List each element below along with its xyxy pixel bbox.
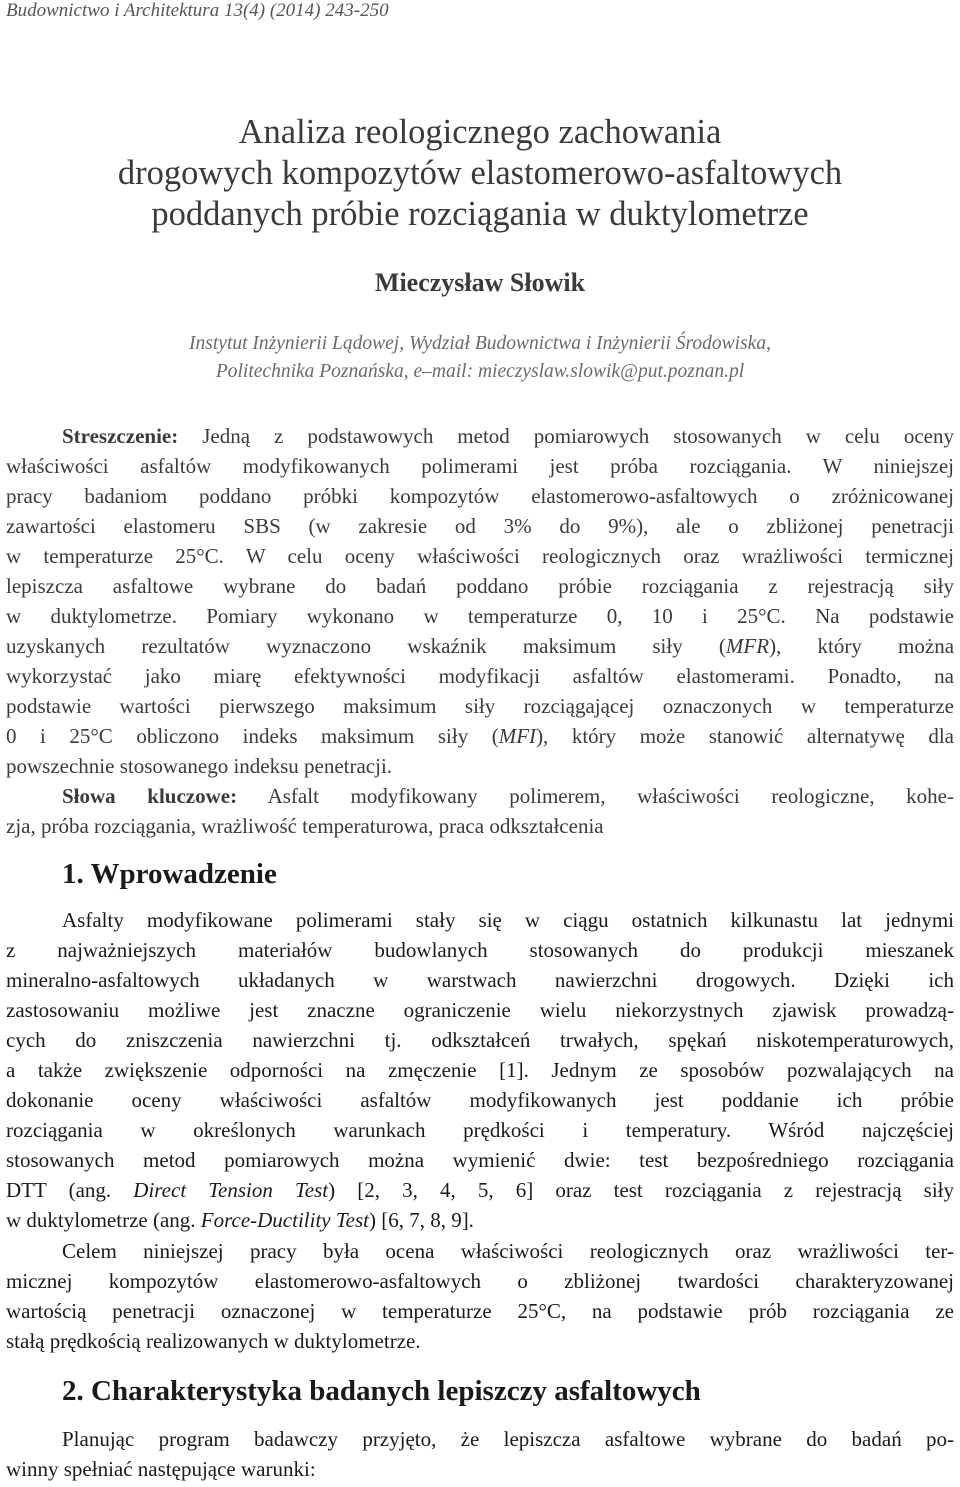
text-line: stosowanych metod pomiarowych można wymienić dwie: test bezpośredniego rozciągania (6, 1148, 954, 1172)
text-line: stałą prędkością realizowanych w duktylometrze. (6, 1329, 421, 1353)
section-heading: 1. Wprowadzenie (62, 858, 277, 890)
abstract-line: lepiszcza asfaltowe wybrane do badań poddano próbie rozciągania z rejestracją siły (6, 574, 954, 598)
abstract-line: w duktylometrze. Pomiary wykonano w temperaturze 0, 10 i 25°C. Na podstawie (6, 604, 954, 628)
text-line: wartością penetracji oznaczonej w temperaturze 25°C, na podstawie prób rozciągania ze (6, 1299, 954, 1323)
abstract-term: MFR (725, 634, 770, 658)
title-line: drogowych kompozytów elastomerowo-asfaltowych (117, 154, 843, 192)
keywords-line: zja, próba rozciągania, wrażliwość temperaturowa, praca odkształcenia (6, 814, 604, 838)
paragraph (6, 905, 954, 1235)
abstract-line: właściwości asfaltów modyfikowanych polimerami jest próba rozciągania. W niniejszej (6, 454, 954, 478)
abstract-line: zawartości elastomeru SBS (w zakresie od 3% do 9%), ale o zbliżonej penetracji (6, 514, 954, 538)
abstract-line: podstawie wartości pierwszego maksimum siły rozciągającej oznaczonych w temperaturze (6, 694, 954, 718)
abstract-term: MFI (498, 724, 537, 748)
abstract-line (6, 721, 954, 751)
paragraph (6, 1236, 954, 1356)
text-run: ) [6, 7, 8, 9]. (368, 1208, 474, 1232)
abstract (6, 421, 954, 841)
text-line: cych do zniszczenia nawierzchni tj. odkształceń trwałych, spękań niskotemperaturowych, (6, 1028, 954, 1052)
journal-reference: Budownictwo i Architektura 13(4) (2014) 243-250 (6, 0, 389, 21)
paragraph (6, 1424, 954, 1484)
text-line: Asfalty modyfikowane polimerami stały się w ciągu ostatnich kilkunastu lat jednymi (62, 908, 954, 932)
abstract-line: wykorzystać jako miarę efektywności modyfikacji asfaltów elastomerami. Ponadto, na (6, 664, 954, 688)
abstract-text: 0 i 25°C obliczono indeks maksimum siły ( (6, 724, 499, 748)
keywords-label: Słowa kluczowe: (62, 784, 238, 808)
text-run: ) [2, 3, 4, 5, 6] oraz test rozciągania z rejestracją siły (328, 1178, 954, 1202)
abstract-line: powszechnie stosowanego indeksu penetracji. (6, 754, 393, 778)
abstract-line (6, 631, 954, 661)
affiliation-line: Politechnika Poznańska, e–mail: mieczyslaw.slowik@put.poznan.pl (215, 361, 745, 382)
term-italic: Force-Ductility Test (200, 1208, 369, 1232)
affiliation-line: Instytut Inżynierii Lądowej, Wydział Budownictwa i Inżynierii Środowiska, (189, 333, 771, 354)
text-line: zastosowaniu możliwe jest znaczne ograniczenie wielu niekorzystnych zjawisk prowadzą- (6, 998, 954, 1022)
text-line (6, 1175, 954, 1205)
text-line: Celem niniejszej pracy była ocena właściwości reologicznych oraz wrażliwości ter- (62, 1239, 954, 1263)
keywords-line (6, 781, 954, 811)
abstract-line: pracy badaniom poddano próbki kompozytów elastomerowo-asfaltowych o zróżnicowanej (6, 484, 954, 508)
title-line: poddanych próbie rozciągania w duktylometrze (151, 195, 809, 233)
text-run: w duktylometrze (ang. (6, 1208, 201, 1232)
text-line: a także zwiększenie odporności na zmęczenie [1]. Jednym ze sposobów pozwalających na (6, 1058, 954, 1082)
text-line: mineralno-asfaltowych układanych w warstwach nawierzchni drogowych. Dzięki ich (6, 968, 954, 992)
text-line: rozciągania w określonych warunkach prędkości i temperatury. Wśród najczęściej (6, 1118, 954, 1142)
text-line: winny spełniać następujące warunki: (6, 1457, 316, 1481)
abstract-text: uzyskanych rezultatów wyznaczono wskaźnik maksimum siły ( (6, 634, 726, 658)
term-italic: Direct Tension Test (133, 1178, 329, 1202)
text-line: dokonanie oceny właściwości asfaltów modyfikowanych jest poddanie ich próbie (6, 1088, 954, 1112)
text-line (6, 1205, 954, 1235)
text-line: Planując program badawczy przyjęto, że lepiszcza asfaltowe wybrane do badań po- (62, 1427, 954, 1451)
author-name: Mieczysław Słowik (374, 268, 586, 297)
text-run: DTT (ang. (6, 1178, 134, 1202)
abstract-text: Jedną z podstawowych metod pomiarowych stosowanych w celu oceny (202, 424, 955, 448)
text-line: z najważniejszych materiałów budowlanych stosowanych do produkcji mieszanek (6, 938, 954, 962)
abstract-line: w temperaturze 25°C. W celu oceny właściwości reologicznych oraz wrażliwości termicznej (6, 544, 954, 568)
abstract-text: ), który może stanowić alternatywę dla (536, 724, 954, 748)
paper-title (0, 112, 960, 235)
abstract-line (6, 421, 954, 451)
abstract-text: ), który można (769, 634, 955, 658)
affiliation (0, 330, 960, 386)
abstract-label: Streszczenie: (62, 424, 179, 448)
keywords-text: Asfalt modyfikowany polimerem, właściwości reologiczne, kohe- (267, 784, 955, 808)
title-line: Analiza reologicznego zachowania (238, 113, 722, 151)
text-line: micznej kompozytów elastomerowo-asfaltowych o zbliżonej twardości charakteryzowanej (6, 1269, 954, 1293)
section-heading: 2. Charakterystyka badanych lepiszczy asfaltowych (62, 1375, 701, 1407)
